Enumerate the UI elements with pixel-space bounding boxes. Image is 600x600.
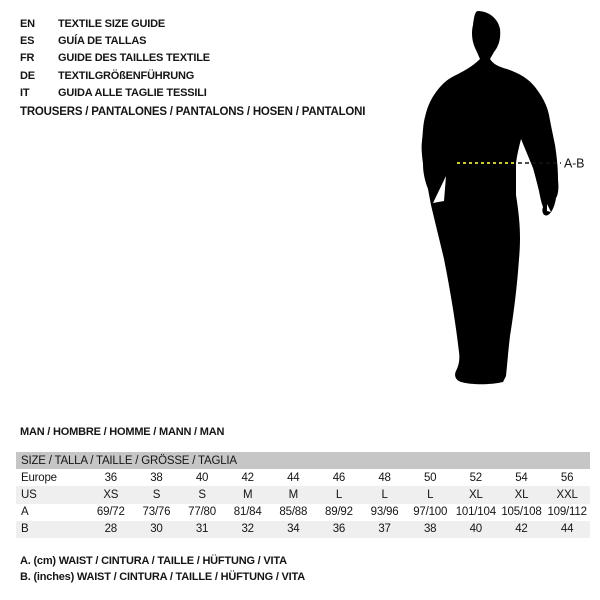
size-cell: S [198,488,206,501]
language-row [20,67,210,84]
size-table-row [16,521,590,538]
size-cell: M [242,488,253,501]
size-cell: 54 [515,471,528,484]
man-silhouette-svg [410,5,600,395]
size-cell: 42 [515,523,528,536]
footnote-a: A. (cm) WAIST / CINTURA / TAILLE / HÜFTUNG / VITA [20,555,287,567]
size-cell: L [335,488,343,501]
size-cell: 44 [287,471,300,484]
man-silhouette-figure [410,5,600,395]
size-cell: 31 [195,523,209,536]
section-title: MAN / HOMBRE / HOMME / MANN / MAN [20,426,225,438]
size-cell: S [152,488,161,501]
row-label: US [21,488,37,501]
size-table-header-row [16,452,590,469]
size-cell: 52 [469,471,483,484]
footnotes [20,554,305,586]
size-cell: 28 [104,523,118,536]
row-label: Europe [21,471,57,484]
size-cell: 30 [150,523,163,536]
size-table-wrap [16,452,590,538]
language-label: GUIDA ALLE TAGLIE TESSILI [58,86,207,99]
size-cell: L [427,488,434,501]
size-cell: XXL [556,488,578,501]
size-cell: 40 [195,471,209,484]
size-cell: 36 [104,471,118,484]
size-table-header: SIZE / TALLA / TAILLE / GRÖSSE / TAGLIA [16,452,590,469]
size-table-row [16,486,590,503]
language-list [20,15,210,101]
size-cell: XL [514,488,529,501]
footnote-b: B. (inches) WAIST / CINTURA / TAILLE / HÜFTUNG / VITA [20,570,305,583]
size-cell: 46 [332,471,346,484]
size-cell: 36 [332,523,346,536]
row-label: A [21,506,29,519]
size-cell: 97/100 [413,506,448,519]
size-cell: XL [468,488,483,501]
size-cell: 38 [150,471,163,484]
language-code: DE [20,69,35,82]
size-cell: 85/88 [279,506,308,519]
size-cell: 73/76 [142,506,171,519]
language-code: ES [20,34,35,47]
size-cell: 101/104 [455,506,496,519]
size-cell: L [381,488,388,501]
size-cell: 44 [560,523,574,536]
language-code: FR [20,52,35,65]
size-cell: 32 [241,523,254,536]
size-cell: 42 [241,471,254,484]
size-cell: 105/108 [501,506,542,519]
language-row [20,50,210,67]
size-table-row [16,504,590,521]
size-cell: 77/80 [188,506,216,519]
size-cell: 34 [287,523,300,536]
language-label: GUIDE DES TAILLES TEXTILE [58,52,210,65]
language-row [20,32,210,49]
size-cell: 56 [560,471,574,484]
size-cell: 89/92 [325,506,353,519]
language-row [20,15,210,32]
size-table [16,452,590,538]
language-label: TEXTILGRÖßENFÜHRUNG [58,69,195,82]
language-label: GUÍA DE TALLAS [58,34,147,47]
language-row [20,84,210,101]
garment-title: TROUSERS / PANTALONES / PANTALONS / HOSEN / PANTALONI [20,106,366,118]
size-cell: 48 [378,471,391,484]
size-cell: 38 [423,523,437,536]
size-table-body [16,469,590,538]
size-cell: 69/72 [96,506,125,519]
size-cell: 50 [423,471,437,484]
language-code: IT [20,86,30,99]
size-cell: 40 [469,523,483,536]
measure-label: A-B [564,156,585,171]
size-cell: 37 [378,523,391,536]
row-label: B [21,523,29,536]
language-label: TEXTILE SIZE GUIDE [58,17,166,30]
language-code: EN [20,17,35,30]
size-cell: 109/112 [547,506,587,519]
size-table-row [16,469,590,486]
size-cell: M [288,488,298,501]
size-cell: 81/84 [233,506,262,519]
size-cell: 93/96 [370,506,399,519]
size-cell: XS [103,488,119,501]
